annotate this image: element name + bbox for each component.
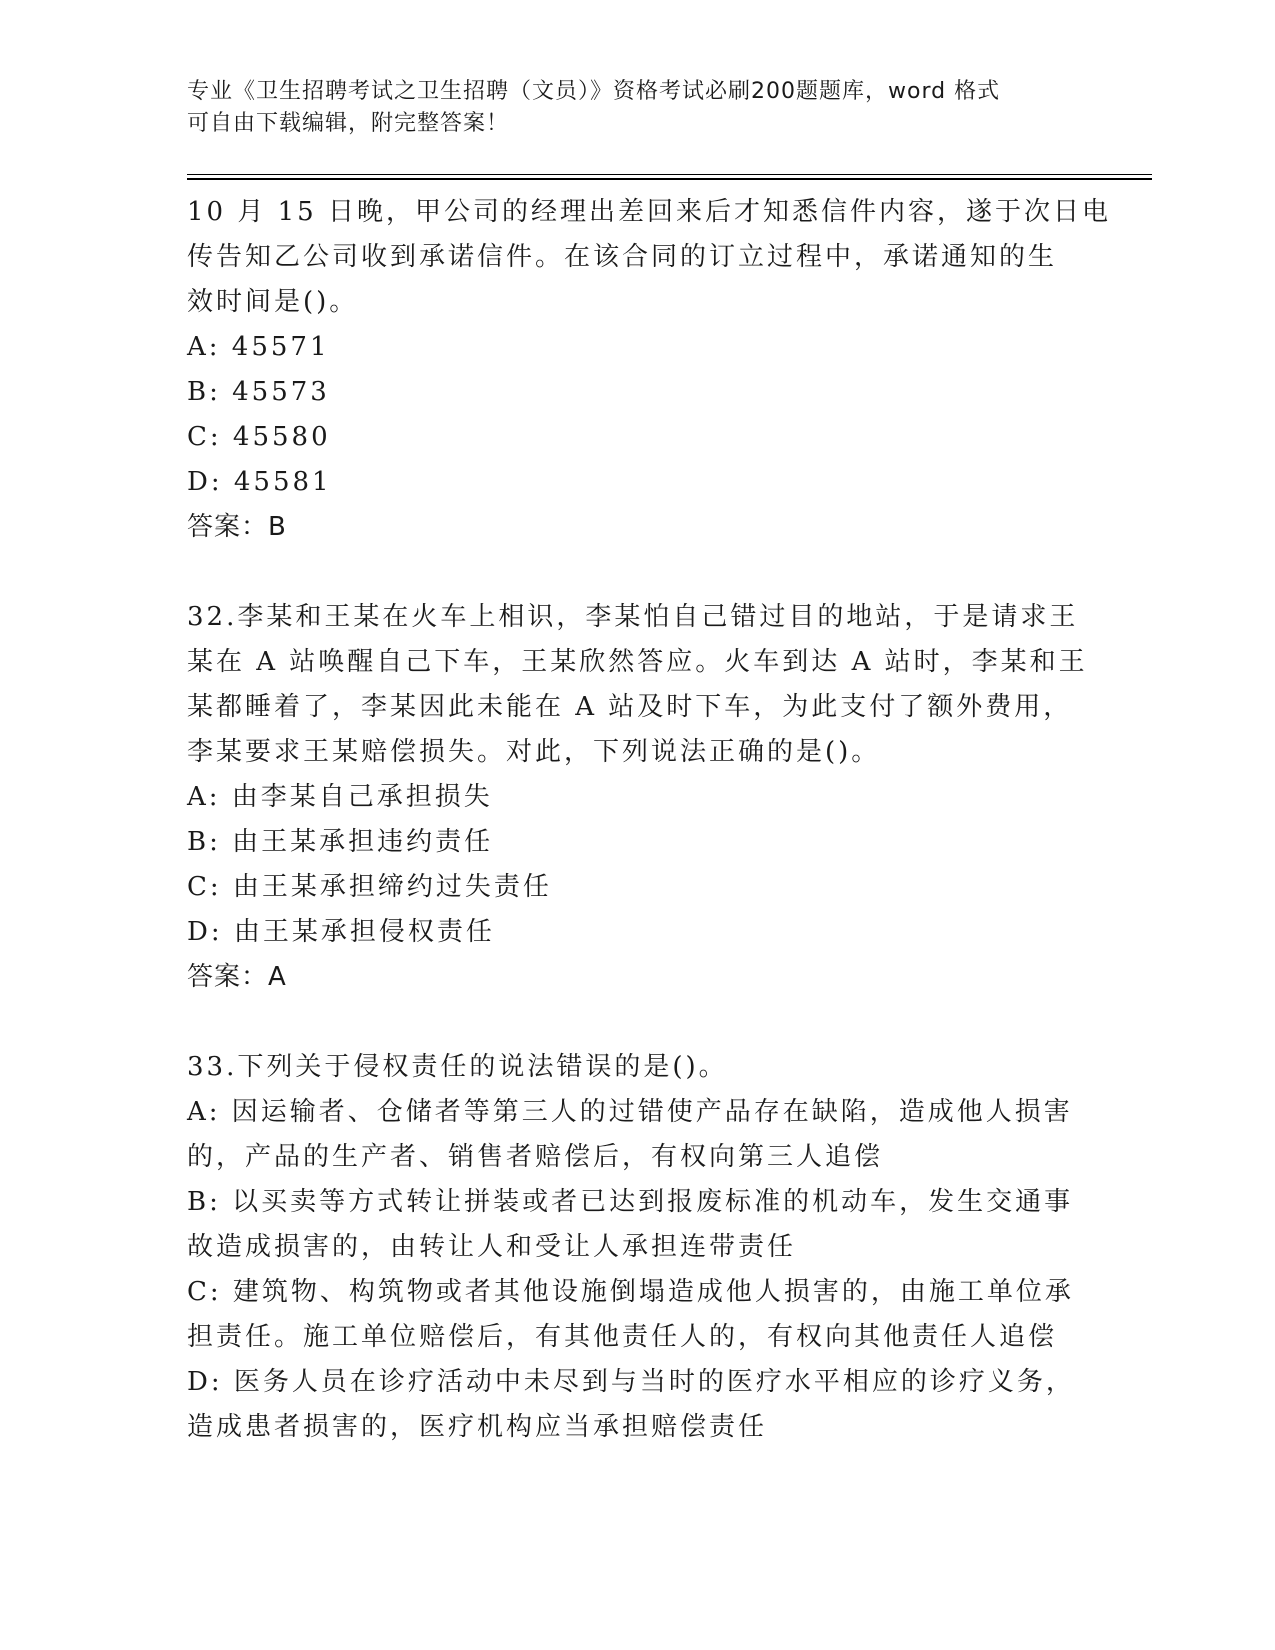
option-b-line-1: B: 以买卖等方式转让拼装或者已达到报废标准的机动车，发生交通事 (187, 1187, 1074, 1217)
question-stem-line: 效时间是()。 (187, 287, 359, 317)
question-stem-line: 传告知乙公司收到承诺信件。在该合同的订立过程中，承诺通知的生 (187, 242, 1058, 272)
option-d-line-2: 造成患者损害的，医疗机构应当承担赔偿责任 (187, 1412, 768, 1442)
option-d: D: 由王某承担侵权责任 (187, 917, 495, 947)
answer-label: 答案：A (187, 962, 287, 992)
header-divider-thick (187, 178, 1152, 180)
spacer (187, 550, 1087, 595)
option-a: A: 45571 (187, 332, 330, 362)
question-stem-line: 32.李某和王某在火车上相识，李某怕自己错过目的地站，于是请求王 (187, 602, 1079, 632)
option-c-line-1: C: 建筑物、构筑物或者其他设施倒塌造成他人损害的，由施工单位承 (187, 1277, 1074, 1307)
document-header (187, 76, 1067, 140)
option-a-line-1: A: 因运输者、仓储者等第三人的过错使产品存在缺陷，造成他人损害 (187, 1097, 1073, 1127)
question-stem-line: 某在 A 站唤醒自己下车，王某欣然答应。火车到达 A 站时，李某和王 (187, 647, 1088, 677)
answer-label: 答案：B (187, 512, 287, 542)
option-a: A: 由李某自己承担损失 (187, 782, 493, 812)
question-31 (187, 190, 1111, 550)
question-33 (187, 1045, 1087, 1450)
option-b: B: 45573 (187, 377, 330, 407)
option-c: C: 45580 (187, 422, 331, 452)
option-c: C: 由王某承担缔约过失责任 (187, 872, 552, 902)
question-list (187, 190, 1111, 1450)
question-stem-line: 李某要求王某赔偿损失。对此，下列说法正确的是()。 (187, 737, 881, 767)
option-d-line-1: D: 医务人员在诊疗活动中未尽到与当时的医疗水平相应的诊疗义务， (187, 1367, 1075, 1397)
question-32 (187, 595, 1087, 1000)
option-c-line-2: 担责任。施工单位赔偿后，有其他责任人的，有权向其他责任人追偿 (187, 1322, 1058, 1352)
question-stem-line: 10 月 15 日晚，甲公司的经理出差回来后才知悉信件内容，遂于次日电 (187, 197, 1111, 227)
option-d: D: 45581 (187, 467, 332, 497)
header-line-2: 可自由下载编辑，附完整答案！ (187, 111, 510, 136)
spacer (187, 1000, 1087, 1045)
question-stem-line: 某都睡着了，李某因此未能在 A 站及时下车，为此支付了额外费用， (187, 692, 1073, 722)
option-b: B: 由王某承担违约责任 (187, 827, 494, 857)
option-a-line-2: 的，产品的生产者、销售者赔偿后，有权向第三人追偿 (187, 1142, 884, 1172)
header-divider-thin (187, 174, 1152, 175)
header-line-1: 专业《卫生招聘考试之卫生招聘（文员）》资格考试必刷200题题库，word 格式 (187, 79, 1001, 104)
question-stem-line: 33.下列关于侵权责任的说法错误的是()。 (187, 1052, 728, 1082)
option-b-line-2: 故造成损害的，由转让人和受让人承担连带责任 (187, 1232, 797, 1262)
